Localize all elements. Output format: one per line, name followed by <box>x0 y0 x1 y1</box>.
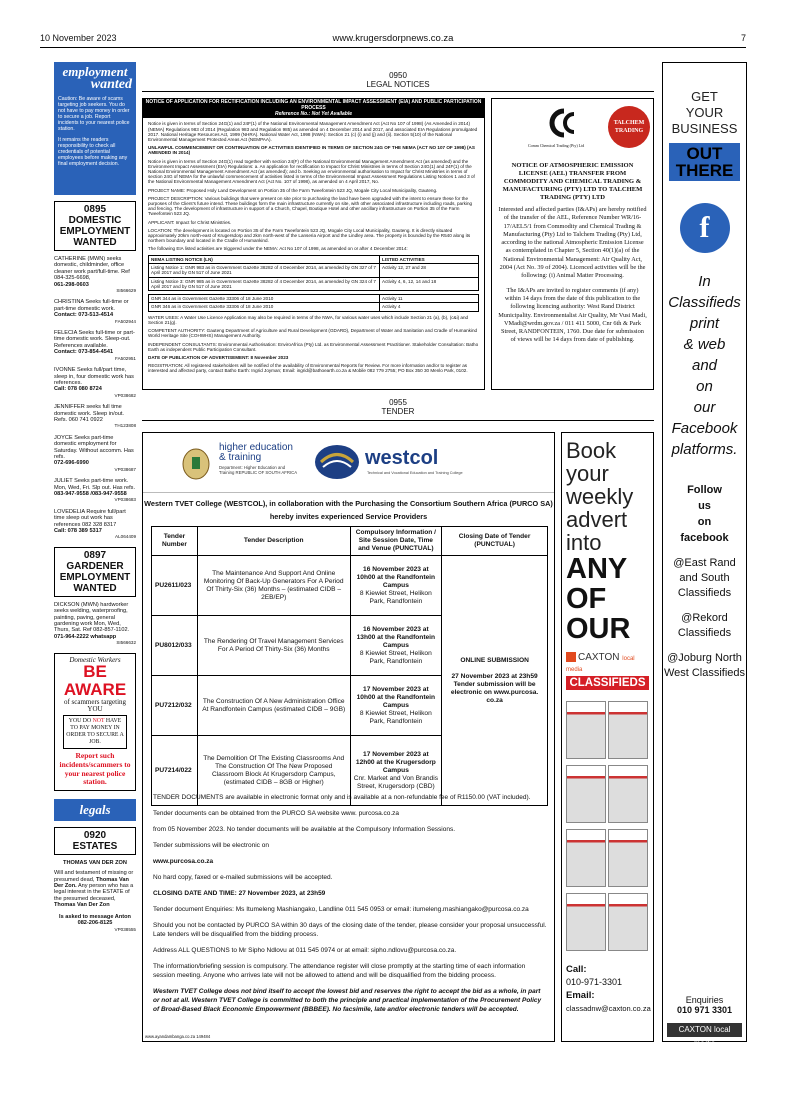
category-name: ESTATES <box>72 840 118 852</box>
ad-ref: AL064409 <box>115 534 136 540</box>
tender-paragraph: www.purcosa.co.za <box>153 858 214 865</box>
ael-p2: The I&APs are invited to register comments (if any) within 14 days from the date of this publication to the following licencing authority: West Rand District Municipality. Environmentalist Air Quality, Mr Vusi Madi, VMadi@wrdm.gov.za / 011 411 5000, Cnr 6th & Park Street, RANDFONTEIN, 1760. Due date for submission of views will be 14 days from date of publishing. <box>498 286 647 344</box>
domestic-ads-list <box>54 256 136 541</box>
caxton-mark-icon <box>566 652 576 662</box>
get-word: YOUR <box>685 105 724 120</box>
category-number: 0895 <box>83 204 107 215</box>
tender-description: The Demolition Of The Existing Classrooms And The Construction Of The New Proposed Classroom Block At Krugersdorp Campus, (estimated CIDB – 8GB or Higher) <box>197 736 350 806</box>
closing-method: ONLINE SUBMISSION <box>460 656 529 664</box>
out-word: OUT <box>686 144 723 163</box>
ad-text: IVONNE Seeks full/part time, sleep in, four domestic work has references. <box>54 367 134 386</box>
tender-description: The Construction Of A New Administration Office At Randfontein Campus (estimated CIDB – 9GB) <box>197 676 350 736</box>
sa-coat-of-arms-icon <box>181 447 211 481</box>
responsibility-text: It remains the readers responsibility to check all credentials of potential employees before making any final employment decision. <box>58 136 128 167</box>
no-pay-part2: HAVE TO PAY MONEY IN ORDER TO SECURE A JOB. <box>66 718 124 746</box>
column-header: Closing Date of Tender (PUNCTUAL) <box>442 527 548 556</box>
eia-registration: REGISTRATION: All registered stakeholders will be notified of the availability of Environmental Reports for Review. For more information and/or to register as interested and affected party, contact Batho Earth: Ingrid Joyman; Email: ingrid@bathoearth.co.za & Mobile 082 779 2755; PO Box 350 30 Menlo Park, 0102. <box>148 363 468 374</box>
eia-banner <box>143 99 484 118</box>
section-number: 0955 <box>389 398 407 407</box>
dhet-logo <box>219 443 299 475</box>
ad-text: LOVEDELIA Require full/part time sleep out work has references 082 328 8317 <box>54 508 126 528</box>
warning-heading: Domestic Workers <box>69 655 121 664</box>
table-row <box>152 556 548 616</box>
estate-phone: 082-206-8125 <box>77 920 113 927</box>
table-cell: Listing Notice 3: GNR 985 as in Government Gazette 38282 of 4 December 2014, as amended by GN 324 of 7 April 2017 and by GN 517 of June 2021 <box>149 277 380 291</box>
newspaper-cover-image <box>566 701 606 759</box>
eia-listing-table <box>148 255 479 291</box>
category-number: 0897 <box>83 549 107 561</box>
tender-number: PU2611/023 <box>152 556 198 616</box>
tender-number: PU7214/022 <box>152 736 198 806</box>
eia-ref: Reference No.: Not Yet Available <box>274 110 353 117</box>
ad-contact: 072-696-6990 <box>54 460 89 467</box>
category-name: GARDENER EMPLOYMENT WANTED <box>59 560 131 594</box>
classified-ad <box>54 404 136 430</box>
italic-word: In <box>698 273 711 290</box>
scam-warning-box <box>54 653 136 791</box>
talchem-logo-text: TALCHEM TRADING <box>613 119 645 134</box>
tender-paragraph: The information/briefing session is compulsory. The attendance register will close promptly at the starting time of each information session meeting. Anyone who arrives late will not be allowed to attend and will be disqualified from the bidding process. <box>153 963 526 979</box>
newspaper-cover-image <box>608 701 648 759</box>
classified-ad <box>54 602 136 647</box>
session-info <box>350 616 442 676</box>
dhet-line2: & training <box>219 452 262 463</box>
ael-title: NOTICE OF ATMOSPHERIC EMISSION LICENSE (AEL) TRANSFER FROM COMMODITY AND CHEMICAL TRADING & MANUFACTURING (PTY) LTD TO TALCHEM TRADING (PTY) LTD <box>502 162 643 201</box>
no-pay-not: NOT <box>92 718 105 725</box>
email-address[interactable]: classadnw@caxton.co.za <box>566 1004 651 1013</box>
ad-text: DICKSON (MWN) hardworker seeks welding, waterproofing, painting, paving, general gardening work Mon, Wed, Thurs, Sat. Ref 082-857-1102. <box>54 601 130 634</box>
ad-ref: TH123808 <box>114 423 136 429</box>
header-rule <box>40 47 746 48</box>
westcol-logo <box>313 443 513 481</box>
italic-word: print <box>689 315 720 332</box>
tender-body <box>153 793 548 1021</box>
commodity-logo-icon <box>544 108 584 138</box>
tender-paragraph: Tender documents can be obtained from the PURCO SA website www. purcosa.co.za <box>153 810 400 817</box>
caxton-logo <box>566 652 649 674</box>
section-number: 0950 <box>389 71 407 80</box>
commodity-logo-text: Comm Chemical Trading (Pty) Ltd <box>528 143 585 148</box>
newspaper-cover-image <box>608 765 648 823</box>
table-row <box>149 255 479 263</box>
newspaper-cover-image <box>566 829 606 887</box>
table-cell: NEMA LISTING NOTICE (LN) <box>149 255 380 263</box>
classified-ad <box>54 435 136 473</box>
session-venue: 8 Kiewiet Street, Helikon Park, Randfontein <box>359 649 432 665</box>
enquiries-block <box>663 995 746 1015</box>
eia-listing-table-2 <box>148 294 479 312</box>
legal-rule <box>142 91 654 92</box>
no-pay-part1: YOU DO <box>68 718 92 725</box>
tender-table-header <box>152 527 548 556</box>
ad-ref: VP038683 <box>114 497 136 503</box>
category-estates <box>54 827 136 855</box>
classified-ad <box>54 478 136 504</box>
tender-paragraph: No hard copy, faxed or e-mailed submissions will be accepted. <box>153 874 333 881</box>
follow-word: Follow <box>687 484 722 496</box>
legal-notices-header <box>142 71 654 89</box>
ad-ref: SI566632 <box>116 640 136 646</box>
classified-ad <box>54 256 136 294</box>
tender-paragraph: TENDER DOCUMENTS are available in electronic format only and is available at a non-refundable fee of R1150.00 (VAT included). <box>153 794 531 801</box>
page-header <box>40 33 746 47</box>
eia-notice <box>142 98 485 390</box>
classified-ad <box>54 367 136 399</box>
tender-intro: Western TVET College (WESTCOL), in collaboration with the Purchasing the Consortium Southern Africa (PURCO SA) hereby invites experienced Service Providers <box>144 499 553 521</box>
table-cell: GNR 344 as in Government Gazette 33306 of 18 June 2010 <box>149 295 380 303</box>
facebook-group-link[interactable]: @East Rand and South Classifieds <box>673 557 736 599</box>
eia-listed: The following EIA listed activities are triggered under the NEMA: Act No 107 of 1998, as amended on or after 4 December 2014: <box>148 246 408 252</box>
newspaper-covers <box>566 701 650 951</box>
eia-h2: UNLAWFUL COMMENCEMENT OR CONTINUATION OF ACTIVITIES IDENTIFIED IN TERMS OF SECTION 24G OF THE NEMA (ACT NO 107 OF 1998) (AS AMENDED IN 2014) <box>148 145 475 156</box>
section-name: LEGAL NOTICES <box>366 80 430 89</box>
table-cell: Activity 12, 27 and 28 <box>380 263 479 277</box>
newspaper-cover-image <box>566 893 606 951</box>
follow-word: us <box>698 500 711 512</box>
table-row <box>149 303 479 311</box>
enquiries-label: Enquiries <box>685 995 724 1005</box>
wanted-title: wanted <box>90 77 132 92</box>
category-domestic <box>54 201 136 251</box>
facebook-group-link[interactable]: @Rekord Classifieds <box>677 612 732 639</box>
ad-contact: Call: 078 080 8724 <box>54 386 102 393</box>
table-cell: Activity 11 <box>380 295 479 303</box>
ad-text: CATHERINE (MWN) seeks domestic, childminder, office cleaner work part/full-time. Ref 084-325-6698, <box>54 256 130 282</box>
session-info <box>350 676 442 736</box>
eia-p1: Notice is given in terms of Section 24G(1) and 24F(1) of the National Environmental Management Amendment Act (Act No 107 of 1998) (As Amended in 2014) (NEMA) Regulations 983 of 2014 (Regulation 983 and Regulation 985) as amended on 4 December 2014 and 2017, and associated EIA Regulations promulgated 2017. National Heritage Resources Act, 1999 (NHRA). National Water Act, 1998 (NWA): Section 21 (c) (i) and (j) and (ii). Section 5(10) of the National Environmental Management Protected Areas Act (NEMPAA). <box>148 121 478 142</box>
estate-ref: VP038555 <box>114 926 136 932</box>
table-cell: Activity 4, 6, 12, 14 and 18 <box>380 277 479 291</box>
gardener-ads-list <box>54 602 136 647</box>
session-venue: 8 Kiewiet Street, Helikon Park, Randfontein <box>359 589 432 605</box>
table-cell: LISTED ACTIVITIES <box>380 255 479 263</box>
eia-consultants: INDEPENDENT CONSULTANTS: Environmental Authorisation: EnviroAfrica (Pty) Ltd. as Environmental Assessment Practitioner. Stakeholder Consultation: Batho Earth as independent Public Participation Consultant. <box>148 341 479 352</box>
tender-paragraph: from 05 November 2023. No tender documents will be available at the Compulsory Information Sessions. <box>153 826 456 833</box>
ad-contact: 061-298-0603 <box>54 281 89 288</box>
newspaper-cover-image <box>608 893 648 951</box>
promo-bold-word: OUR <box>566 613 631 645</box>
promo-word: Book <box>566 438 617 463</box>
warning-subtitle: of scammers targeting YOU <box>63 698 127 713</box>
section-name: TENDER <box>381 407 415 416</box>
eia-authority: COMPETENT AUTHORITY: Gauteng Department of Agriculture and Rural Development (GDARD), Department of Water and Sanitation and Cradle of Humankind World Heritage Site (COHWHS) Management Authority. <box>148 328 478 339</box>
eia-banner-title: NOTICE OF APPLICATION FOR RECTIFICATION INCLUDING AN ENVIRONMENTAL IMPACT ASSESSMENT (EIA) AND PUBLIC PARTICIPATION PROCESS <box>145 99 482 111</box>
table-cell: Listing Notice 1: GNR 983 as in Government Gazette 38282 of 4 December 2014, as amended by GN 327 of 7 April 2017 and by GN 517 of June 2021 <box>149 263 380 277</box>
session-date: 16 November 2023 at 13h00 at the Randfontein Campus <box>356 625 436 649</box>
ad-text: JULIET Seeks part-time work. Mon, Wed, Fri. Slp out. Has refs. <box>54 478 136 491</box>
italic-word: on <box>696 378 713 395</box>
caxton-name: CAXTON <box>578 652 620 663</box>
ad-contact: Call: 078 389 5317 <box>54 528 102 535</box>
classified-ad <box>54 509 136 541</box>
email-label: Email: <box>566 990 595 1001</box>
table-cell: Activity 4 <box>380 303 479 311</box>
no-payment-box <box>63 715 127 749</box>
tender-table <box>151 526 548 806</box>
tender-footer: www.ayandambanga.co.za 149484 <box>145 1034 211 1039</box>
session-date: 17 November 2023 at 12h00 at the Krugersdorp Campus <box>355 750 436 774</box>
ad-contact: Contact: 073-854-4541 <box>54 349 114 356</box>
eia-location: LOCATION: The development is located on Portion 35 of the Farm Tweefontein 523 JQ, Mogale City Local Municipality, Gauteng. It is directly situated approximately 20km north-east of Krugersdorp and 2km north-west of the Lanseria Airport and the Lindley area. The property is bounded by the R540 along its northern boundary and located in the Cradle of Humankind. <box>148 227 471 244</box>
left-classifieds-column <box>54 62 136 938</box>
facebook-promo-column <box>662 62 747 1048</box>
ael-logos <box>498 102 647 160</box>
ael-notice <box>491 98 654 390</box>
tender-paragraph: Tender document Enquiries: Ms Itumeleng Mashiangako, Landline 011 545 0953 or email: itumeleng.mashiangako@purcosa.co.za <box>153 906 529 913</box>
call-label: Call: <box>566 964 587 975</box>
tender-paragraph: Tender submissions will be electronic on <box>153 842 269 849</box>
ad-contact: Contact: 073-513-4514 <box>54 312 114 319</box>
classifieds-label: CLASSIFIEDS <box>566 676 649 690</box>
ad-ref: SI566629 <box>116 288 136 294</box>
caxton-bar: CAXTON local media <box>667 1023 742 1037</box>
legals-banner: legals <box>54 799 136 821</box>
facebook-group-link[interactable]: @Joburg North West Classifieds <box>663 652 746 679</box>
ad-text: FELECIA Seeks full-time or part-time domestic work. Sleep-out. References available. <box>54 330 135 349</box>
eia-date: DATE OF PUBLICATION OF ADVERTISEMENT: 8 November 2023 <box>148 354 289 360</box>
ael-p1: Interested and affected parties (I&APs) are hereby notified of the transfer of the AEL, Reference Number WR/16-17/AEL5/1 from Commodity and Chemical Trading & Manufacturing (Pty) Ltd to Talchem Trading (Pty) Ltd, according to the national Atmospheric Emission License as contemplated in Chapter 5, Section 40(1)(a) of the National Environmental Management: Air Quality Act, 2004 (Act No. 39 of 2004). Licenced activities will be the following: (i) Animal Matter Processing. <box>498 206 647 280</box>
get-word: GET <box>691 89 718 104</box>
westcol-name: westcol <box>365 447 439 469</box>
ad-ref: FA502951 <box>115 355 136 361</box>
table-row <box>149 295 479 303</box>
tender-notice <box>142 432 555 1042</box>
eia-project: PROJECT NAME: Proposed Holy Land Development on Portion 35 of the Farm Tweefontein 523 JQ, Mogale City Local Municipality, Gauteng. <box>148 187 438 193</box>
be-aware-text: BE AWARE <box>63 662 127 700</box>
employment-title: employment <box>62 64 128 79</box>
ad-ref: FA502944 <box>115 318 136 324</box>
talchem-logo <box>608 106 650 148</box>
tender-paragraph: Should you not be contacted by PURCO SA within 30 days of the closing date of the tender, please consider your proposal unsuccessful. Late tenders will be disqualified from the bidding process. <box>153 922 547 938</box>
newspaper-cover-image <box>608 829 648 887</box>
report-text: Report such incidents/scammers to your nearest police station. <box>59 751 131 787</box>
table-row <box>149 277 479 291</box>
ad-text: JOYCE Seeks part-time domestic employment for Saturday. Without accomm. Has refs. <box>54 434 134 460</box>
session-venue: 8 Kiewiet Street, Helikon Park, Randfontein <box>359 709 432 725</box>
tender-description: The Maintenance And Support And Online Monitoring Of Back-Up Generators For A Period Of Thirty-Six (36) Months – (estimated CIDB – 2EB/EP) <box>197 556 350 616</box>
employment-wanted-banner <box>54 62 136 195</box>
issue-date: 10 November 2023 <box>40 33 117 43</box>
category-number: 0920 <box>83 829 107 841</box>
eia-description: PROJECT DESCRIPTION: Various buildings that were present on site prior to purchasing the land have been upgraded with the intent to ensure these for the purposes of the Client's future intend. These buildings form the main infrastructure currently on site, with other associated infrastructure including roads, parking and fencing. The development of infrastructure in support of a Church, Chapel, Boutique Hotel and other ancillary infrastructure on Portion 35 of the Farm Tweefontein 523 JQ. <box>148 195 473 217</box>
westcol-emblem-icon <box>313 443 361 481</box>
eia-applicant: APPLICANT: Impact for Christ Ministries. <box>148 219 232 225</box>
table-row <box>149 263 479 277</box>
ad-text: JENNIFFER seeks full time domestic work. Sleep in/out. Refs. 060 741 0922 <box>54 404 124 423</box>
tender-header <box>142 398 654 416</box>
category-gardener <box>54 547 136 597</box>
closing-date-cell <box>442 556 548 806</box>
tender-rule <box>142 420 654 421</box>
eia-p2: Notice is given in terms of Section 24G(1) read together with section 24(F) of the National Environmental Management Amendment Act (as amended) and the Environment Impact Assessment (EIA) Regulations: a. An application for rectification to Impact for Christ Ministries in terms of Section 24G(1) and 24F(1) of the National Environmental Management Amendment Act (as amended); and b. Seeking an environmental authorisation to Impact for Christ Ministries in terms of section 24G of NEMA for the unlawful commencement of activities listed in terms of the Environmental Impact Assessment Regulations Listing Notices 1 and 3 of the National Environmental Management Amendment Act (Act No. 107 of 1998), as amended on 4 April 2017, No. <box>148 158 475 185</box>
estate-ask: Is asked to message Anton <box>59 913 131 920</box>
follow-word: facebook <box>680 532 729 544</box>
ad-ref: VP038682 <box>114 392 136 398</box>
tender-description: The Rendering Of Travel Management Services For A Period Of Thirty-Six (36) Months <box>197 616 350 676</box>
tender-number: PU7212/032 <box>152 676 198 736</box>
facebook-icon[interactable]: f <box>680 203 730 253</box>
estate-text2: Any person who has a legal interest in the ESTATE of the presumed deceased, <box>54 883 134 902</box>
estate-notice <box>54 860 136 933</box>
session-venue: Cnr. Market and Von Brandis Street, Krugersdorp (CBD) <box>353 774 438 790</box>
newspaper-cover-image <box>566 765 606 823</box>
call-number[interactable]: 010-971-3301 <box>566 977 623 987</box>
session-date: 16 November 2023 at 10h00 at the Randfontein Campus <box>356 565 436 589</box>
classified-ad <box>54 299 136 325</box>
ad-text: CHRISTINA Seeks full-time or part-time domestic work. <box>54 299 129 312</box>
site-url[interactable]: www.krugersdorpnews.co.za <box>332 33 454 44</box>
tender-paragraph: CLOSING DATE AND TIME: 27 November 2023, at 23h59 <box>153 890 326 897</box>
promo-word: advert <box>566 507 628 532</box>
westcol-sub: Technical and Vocational Education and Training College <box>367 471 463 475</box>
estate-name: THOMAS VAN DER ZON <box>63 859 127 866</box>
ad-contact: 083-947-9558 /083-947-9558 <box>54 491 127 497</box>
table-cell: GNR 346 as in Government Gazette 33306 of 18 June 2010 <box>149 303 380 311</box>
italic-word: Classifieds <box>668 294 741 311</box>
promo-word: into <box>566 530 602 555</box>
tender-paragraph: Address ALL QUESTIONS to Mr Sipho Ndlovu at 011 545 0974 or at email: sipho.ndlovu@purcosa.co.za. <box>153 947 457 954</box>
ad-ref: VP038687 <box>114 466 136 472</box>
estate-bold1: Thomas Van Der Zon. <box>54 876 129 890</box>
italic-word: our <box>693 399 716 416</box>
classified-ad <box>54 330 136 362</box>
italic-word: platforms. <box>671 441 738 458</box>
column-header: Compulsory Information / Site Session Date, Time and Venue (PUNCTUAL) <box>350 527 442 556</box>
closing-details: 27 November 2023 at 23h59 Tender submission will be electronic on www.purcosa. co.za <box>450 672 539 704</box>
caxton-local: local media <box>566 656 635 673</box>
get-word: BUSINESS <box>671 121 738 136</box>
tender-number: PU8012/033 <box>152 616 198 676</box>
promo-word: weekly <box>566 484 634 509</box>
page-number: 7 <box>740 33 746 43</box>
enquiries-number[interactable]: 010 971 3301 <box>676 1005 733 1015</box>
estate-bold2: Thomas Van Der Zon <box>54 902 110 909</box>
tender-logos <box>143 433 554 493</box>
promo-word: your <box>566 461 609 486</box>
dhet-line1: higher education <box>219 442 293 453</box>
promo-bold-word: ANY <box>566 553 628 585</box>
book-advert-promo <box>561 432 654 1042</box>
italic-word: Facebook <box>671 420 738 437</box>
italic-word: & web <box>683 336 726 353</box>
caution-text: Caution: Be aware of scams targeting job seekers. You do not have to pay money in order to secure a job. Report incidents to your nearest police station. <box>58 96 130 133</box>
promo-bold-word: OF <box>566 583 607 615</box>
follow-word: on <box>697 516 712 528</box>
session-info <box>350 556 442 616</box>
column-header: Tender Description <box>197 527 350 556</box>
ad-contact: 071-964-2222 whatsapp <box>54 633 117 640</box>
estate-text1: Will and testament of missing or presumed dead, <box>54 870 134 883</box>
column-header: Tender Number <box>152 527 198 556</box>
out-word: THERE <box>675 161 734 180</box>
session-date: 17 November 2023 at 10h00 at the Randfontein Campus <box>356 685 436 709</box>
contact-block <box>566 963 651 1015</box>
tender-final-statement: Western TVET College does not bind itself to accept the lowest bid and reserves the right to accept the bid as a whole, in part or not at all. Western TVET College is committed to both the principle and practical implementation of the Procurement Policy of Broad-Based Black Economic Empowerment (BBBEE). No facsimile, late and/or electronic tenders will be accepted. <box>153 988 542 1013</box>
eia-water: WATER USES: A Water Use Licence Application may also be required in terms of the NWA, for various water uses which include Section 21 (a), (b), (c&i) and Section 21(g). <box>148 314 469 325</box>
italic-word: and <box>691 357 718 374</box>
category-name: DOMESTIC EMPLOYMENT WANTED <box>59 215 131 248</box>
out-there-banner <box>669 143 740 181</box>
dhet-line3: Department: Higher Education and Training REPUBLIC OF SOUTH AFRICA <box>219 465 298 475</box>
